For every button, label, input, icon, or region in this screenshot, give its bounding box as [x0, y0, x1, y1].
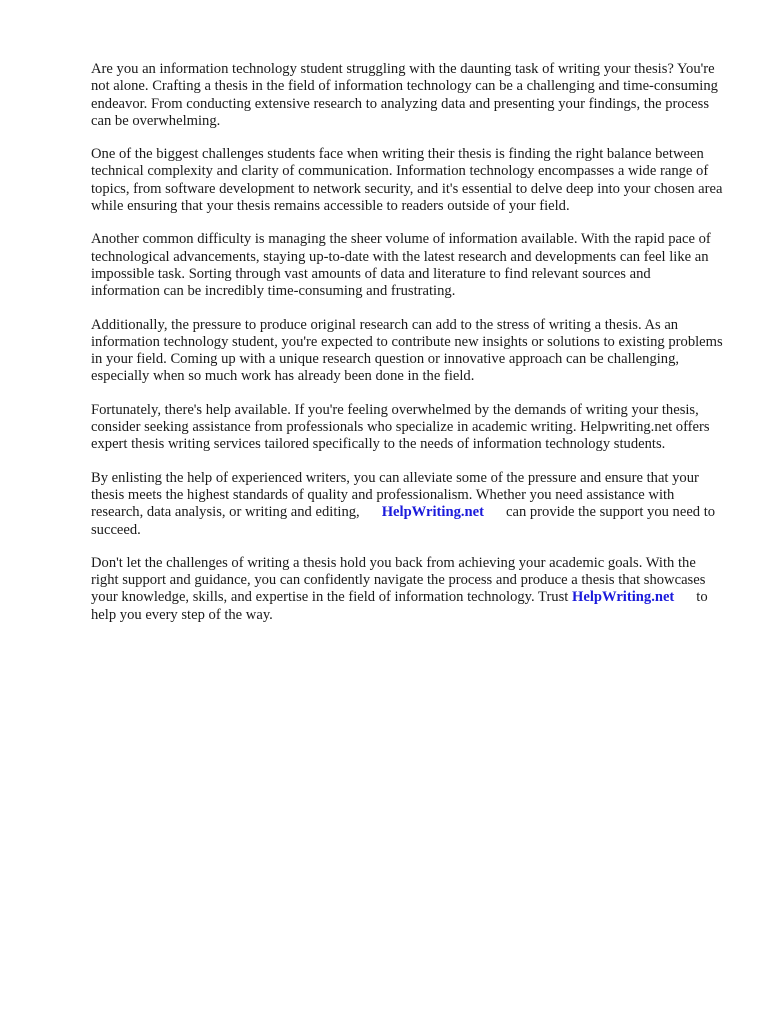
paragraph-closing-text: Don't let the challenges of writing a thesis hold you back from achieving your academic goals. With the right support and guidance, you can confidently navigate the process and produce a thesis that showcases your knowledge, skills, and expertise in the field of information technology. Trust [91, 554, 706, 606]
paragraph-intro: Are you an information technology student struggling with the daunting task of writing your thesis? You're not alone. Crafting a thesis in the field of information technology can be a challenging and time-consuming endeavor. From conducting extensive research to analyzing data and presenting your findings, the process can be overwhelming. [91, 61, 718, 129]
helpwriting-link-closing[interactable]: HelpWriting.net [572, 589, 675, 606]
paragraph-original-research: Additionally, the pressure to produce original research can add to the stress of writing a thesis. As an information technology student, you're expected to contribute new insights or solutions to existing problems in your field. Coming up with a unique research question or innovative approach can be challenging, especially when so much work has already been done in the field. [91, 316, 723, 385]
document-page [91, 61, 723, 640]
paragraph-help-available: Fortunately, there's help available. If you're feeling overwhelmed by the demands of writing your thesis, consider seeking assistance from professionals who specialize in academic writing. Helpwriting.net offers expert thesis writing services tailored specifically to the needs of information technology students. [91, 401, 710, 453]
paragraph-experienced-writers-text: By enlisting the help of experienced writers, you can alleviate some of the pressure and ensure that your thesis meets the highest standards of quality and professionalism. Whether you need assistance with research, data analysis, or writing and editing, [91, 469, 699, 521]
helpwriting-link[interactable]: HelpWriting.net [381, 504, 484, 521]
paragraph-challenges: One of the biggest challenges students face when writing their thesis is finding the right balance between technical complexity and clarity of communication. Information technology encompasses a wide range of topics, from software development to network security, and it's essential to delve deep into your chosen area while ensuring that your thesis remains accessible to readers outside of your field. [91, 146, 723, 215]
paragraph-closing-tail: to help you every step of the way. [91, 589, 708, 623]
paragraph-experienced-writers-tail: can provide the support you need to succeed. [91, 504, 716, 538]
paragraph-experienced-writers [91, 470, 723, 539]
paragraph-information-volume: Another common difficulty is managing the sheer volume of information available. With the rapid pace of technological advancements, staying up-to-date with the latest research and developments can feel like an impossible task. Sorting through vast amounts of data and literature to find relevant sources and information can be incredibly time-consuming and frustrating. [91, 231, 711, 300]
paragraph-closing [91, 555, 723, 624]
